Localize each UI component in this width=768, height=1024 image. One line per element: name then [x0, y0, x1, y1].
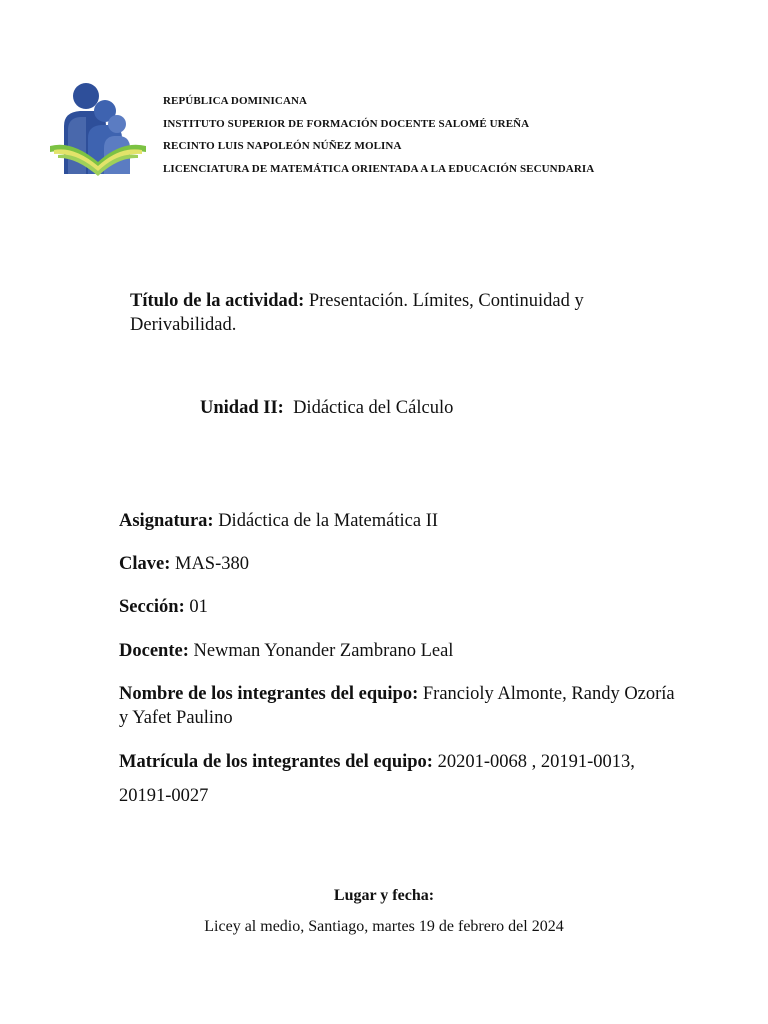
place-date-label: Lugar y fecha:	[333, 887, 435, 904]
place-date-value: Licey al medio, Santiago, martes 19 de febrero del 2024	[204, 918, 564, 935]
header-line-degree: LICENCIATURA DE MATEMÁTICA ORIENTADA A LA EDUCACIÓN SECUNDARIA	[163, 162, 595, 175]
header-line-institute: INSTITUTO SUPERIOR DE FORMACIÓN DOCENTE SALOMÉ UREÑA	[163, 117, 530, 130]
field-integrantes-value: Francioly Almonte, Randy Ozoría y Yafet Paulino	[119, 684, 675, 728]
field-matricula	[119, 745, 679, 813]
logo-figure-highlight	[68, 117, 86, 174]
field-asignatura	[119, 509, 679, 533]
activity-title-value: Presentación. Límites, Continuidad y Derivabilidad.	[130, 291, 584, 335]
institution-header	[163, 90, 594, 180]
field-docente-label: Docente:	[119, 641, 189, 661]
logo-figure-head-small	[108, 115, 126, 133]
unit-heading	[200, 396, 453, 420]
field-clave	[119, 552, 679, 576]
logo-figure-head-large	[73, 83, 99, 109]
header-line-country: REPÚBLICA DOMINICANA	[163, 95, 308, 107]
institution-logo-icon	[46, 78, 150, 182]
field-integrantes	[119, 682, 679, 730]
field-docente-value: Newman Yonander Zambrano Leal	[188, 641, 454, 661]
activity-title-label: Título de la actividad:	[130, 291, 305, 311]
unit-label: Unidad II:	[200, 398, 284, 418]
field-clave-label: Clave:	[119, 554, 171, 574]
field-asignatura-value: Didáctica de la Matemática II	[213, 511, 439, 531]
field-clave-value: MAS-380	[170, 554, 250, 574]
field-asignatura-label: Asignatura:	[119, 511, 214, 531]
field-integrantes-label: Nombre de los integrantes del equipo:	[119, 684, 419, 704]
activity-title	[130, 289, 660, 337]
field-docente	[119, 639, 679, 663]
field-matricula-label: Matrícula de los integrantes del equipo:	[119, 752, 433, 772]
field-seccion-value: 01	[184, 597, 208, 617]
field-seccion	[119, 595, 679, 619]
field-seccion-label: Sección:	[119, 597, 185, 617]
field-matricula-value: 20201-0068 , 20191-0013, 20191-0027	[119, 752, 635, 806]
header-line-campus: RECINTO LUIS NAPOLEÓN NÚÑEZ MOLINA	[163, 140, 402, 152]
unit-value: Didáctica del Cálculo	[283, 398, 454, 418]
